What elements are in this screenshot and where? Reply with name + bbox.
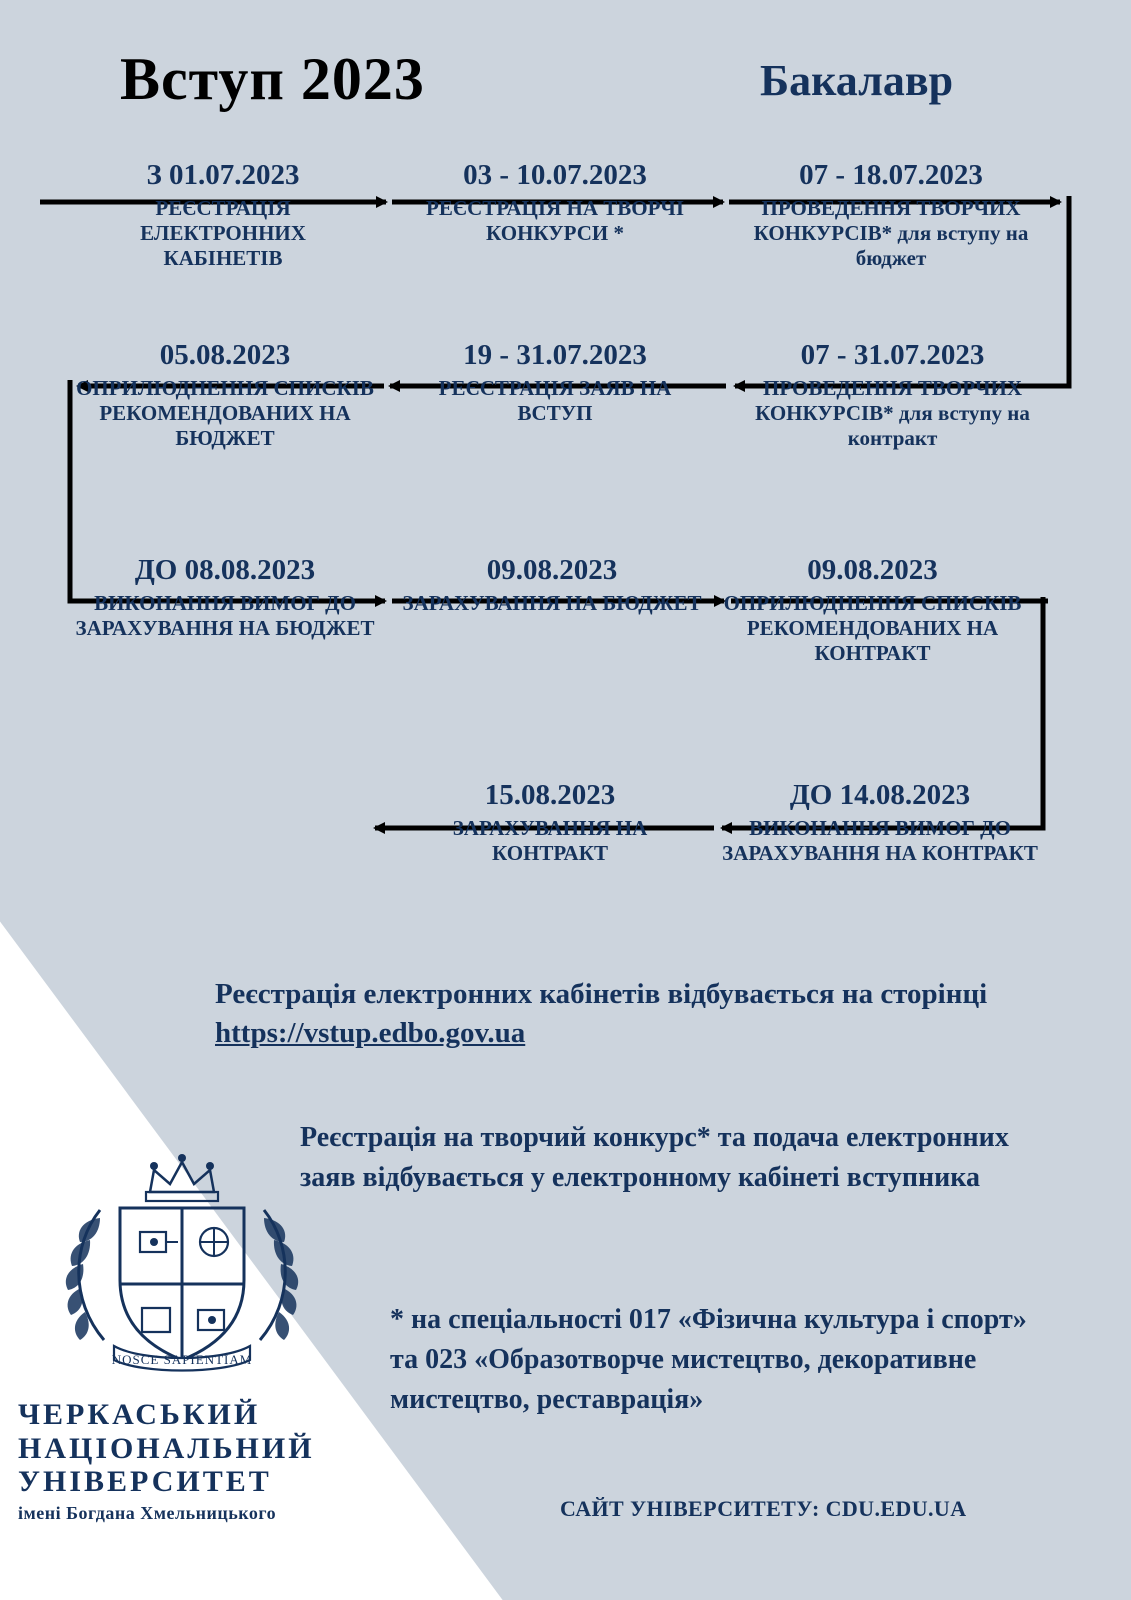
node-label: ОПРИЛЮДНЕННЯ СПИСКІВ РЕКОМЕНДОВАНИХ НА КОНТРАКТ <box>723 591 1022 665</box>
node-label: ВИКОНАННЯ ВИМОГ ДО ЗАРАХУВАННЯ НА КОНТРАКТ <box>722 816 1038 866</box>
university-name-line3: УНІВЕРСИТЕТ <box>18 1465 272 1499</box>
node-label-tail: для вступу на бюджет <box>855 221 1029 270</box>
university-name-line2: НАЦІОНАЛЬНИЙ <box>18 1431 315 1465</box>
timeline-node-11 <box>400 780 700 866</box>
node-label <box>716 196 1066 270</box>
node-date: 09.08.2023 <box>807 554 938 586</box>
university-name <box>18 1398 348 1523</box>
node-label: ОПРИЛЮДНЕННЯ СПИСКІВ РЕКОМЕНДОВАНИХ НА БЮДЖЕТ <box>76 376 374 450</box>
degree-title: Бакалавр <box>760 56 954 105</box>
university-emblem-icon <box>42 1140 322 1390</box>
svg-text:NOSCE SAPIENTIAM: NOSCE SAPIENTIAM <box>111 1352 253 1367</box>
node-label: ЗАРАХУВАННЯ НА БЮДЖЕТ <box>402 591 702 616</box>
node-label-main: ПРОВЕДЕННЯ ТВОРЧИХ КОНКУРСІВ* <box>753 196 1021 246</box>
registration-note-text: Реєстрація електронних кабінетів відбувається на сторінці <box>215 978 988 1010</box>
timeline-node-6 <box>60 340 390 451</box>
node-label <box>720 376 1065 450</box>
node-date: 09.08.2023 <box>486 554 618 586</box>
node-label: РЕЄСТРАЦІЯ ЕЛЕКТРОННИХ КАБІНЕТІВ <box>140 196 306 270</box>
node-date: 19 - 31.07.2023 <box>463 339 647 371</box>
university-name-line4: імені Богдана Хмельницького <box>18 1502 277 1523</box>
node-date: 15.08.2023 <box>484 779 616 811</box>
university-name-line1: ЧЕРКАСЬКИЙ <box>18 1398 261 1431</box>
timeline-node-2 <box>390 160 720 246</box>
node-label-tail: для вступу на контракт <box>847 401 1030 450</box>
node-label: РЕЄСТРАЦІЯ НА ТВОРЧІ КОНКУРСИ * <box>426 196 684 246</box>
timeline-node-5 <box>400 340 710 426</box>
node-date: 07 - 18.07.2023 <box>799 159 983 191</box>
node-label: РЕЄСТРАЦІЯ ЗАЯВ НА ВСТУП <box>438 376 672 426</box>
timeline-node-10 <box>710 780 1050 866</box>
node-date: 05.08.2023 <box>159 339 291 371</box>
timeline-node-3 <box>716 160 1066 271</box>
node-date: ДО 08.08.2023 <box>134 554 316 586</box>
vstup-edbo-link[interactable]: https://vstup.edbo.gov.ua <box>215 1017 526 1050</box>
timeline-node-9 <box>700 555 1045 666</box>
university-site: САЙТ УНІВЕРСИТЕТУ: CDU.EDU.UA <box>560 1496 967 1521</box>
timeline-node-7 <box>55 555 395 641</box>
node-date: З 01.07.2023 <box>146 159 300 191</box>
node-label: ВИКОНАННЯ ВИМОГ ДО ЗАРАХУВАННЯ НА БЮДЖЕТ <box>75 591 375 641</box>
node-date: ДО 14.08.2023 <box>789 779 971 811</box>
registration-note <box>215 975 1075 1053</box>
timeline-node-1 <box>78 160 368 271</box>
creative-contest-note: Реєстрація на творчий конкурс* та подача електронних заяв відбувається у електронному кабінеті вступника <box>300 1122 1009 1193</box>
node-date: 07 - 31.07.2023 <box>800 339 985 371</box>
page-title: Вступ 2023 <box>120 46 425 112</box>
footnote-specialties: * на спеціальності 017 «Фізична культура і спорт» та 023 «Образотворче мистецтво, декоративне мистецтво, реставрація» <box>390 1304 1027 1415</box>
node-label: ЗАРАХУВАННЯ НА КОНТРАКТ <box>452 816 648 866</box>
node-label-main: ПРОВЕДЕННЯ ТВОРЧИХ КОНКУРСІВ* <box>755 376 1022 426</box>
timeline-node-4 <box>720 340 1065 451</box>
timeline-node-8 <box>402 555 702 616</box>
node-date: 03 - 10.07.2023 <box>463 159 647 191</box>
